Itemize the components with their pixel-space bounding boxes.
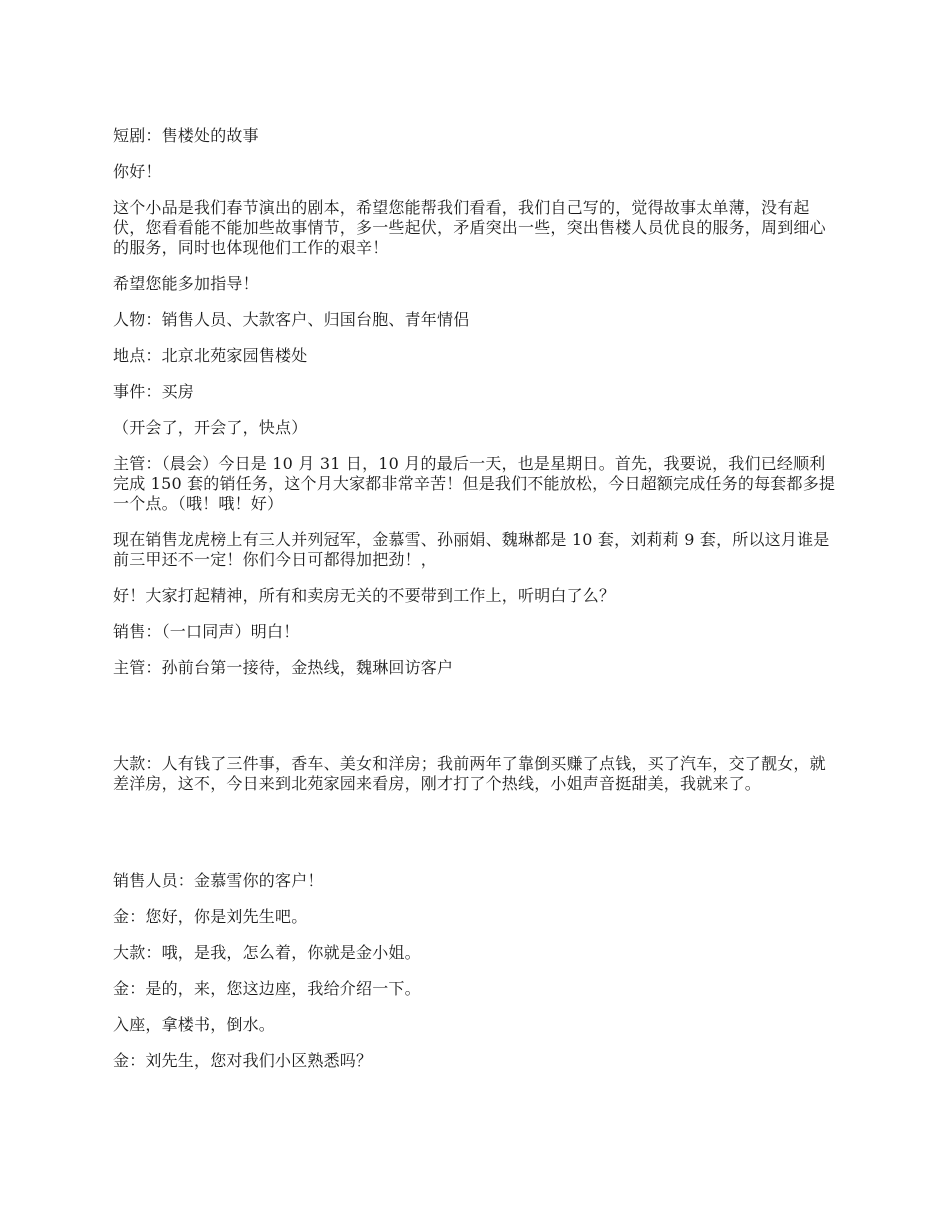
script-title: 短剧：售楼处的故事 — [113, 126, 259, 145]
greeting: 你好！ — [113, 162, 162, 181]
event-line: 事件：买房 — [113, 382, 195, 401]
characters-line: 人物：销售人员、大款客户、归国台胞、青年情侣 — [113, 310, 470, 329]
jin-greeting: 金：您好，你是刘先生吧。 — [113, 907, 308, 926]
leaderboard-speech: 现在销售龙虎榜上有三人并列冠军，金慕雪、孙丽娟、魏琳都是 10 套，刘莉莉 9 套，所以这月谁是前三甲还不一定！你们今日可都得加把劲！， — [113, 530, 830, 569]
sales-reply: 销售：（一口同声）明白！ — [113, 622, 300, 641]
motivation-speech: 好！大家打起精神，所有和卖房无关的不要带到工作上，听明白了么？ — [113, 586, 616, 605]
location-line: 地点：北京北苑家园售楼处 — [113, 346, 308, 365]
document-page — [113, 126, 841, 1071]
rich-client-monologue: 大款：人有钱了三件事，香车、美女和洋房；我前两年了靠倒买赚了点钱，买了汽车，交了靓女，就差洋房，这不，今日来到北苑家园来看房，刚才打了个热线，小姐声音挺甜美，我就来了。 — [113, 754, 826, 793]
sales-staff-line: 销售人员：金慕雪你的客户！ — [113, 871, 324, 890]
supervisor-assignment: 主管：孙前台第一接待，金热线，魏琳回访客户 — [113, 658, 454, 677]
jin-question: 金：刘先生，您对我们小区熟悉吗？ — [113, 1051, 373, 1070]
supervisor-speech: 主管：（晨会）今日是 10 月 31 日，10 月的最后一天，也是星期日。首先，我要说，我们已经顺利完成 150 套的销任务，这个月大家都非常辛苦！但是我们不能放松，今日超额完成任务的每套都多提一个点。（哦！哦！好） — [113, 454, 836, 513]
jin-invite: 金：是的，来，您这边座，我给介绍一下。 — [113, 979, 421, 998]
stage-direction: （开会了，开会了，快点） — [113, 418, 308, 437]
action-direction: 入座，拿楼书，倒水。 — [113, 1015, 276, 1034]
request-paragraph: 这个小品是我们春节演出的剧本，希望您能帮我们看看，我们自己写的，觉得故事太单薄，没有起伏，您看看能不能加些故事情节，多一些起伏，矛盾突出一些，突出售楼人员优良的服务，周到细心的服务，同时也体现他们工作的艰辛！ — [113, 198, 826, 257]
client-reply: 大款：哦，是我，怎么着，你就是金小姐。 — [113, 943, 421, 962]
guidance-request: 希望您能多加指导！ — [113, 274, 259, 293]
